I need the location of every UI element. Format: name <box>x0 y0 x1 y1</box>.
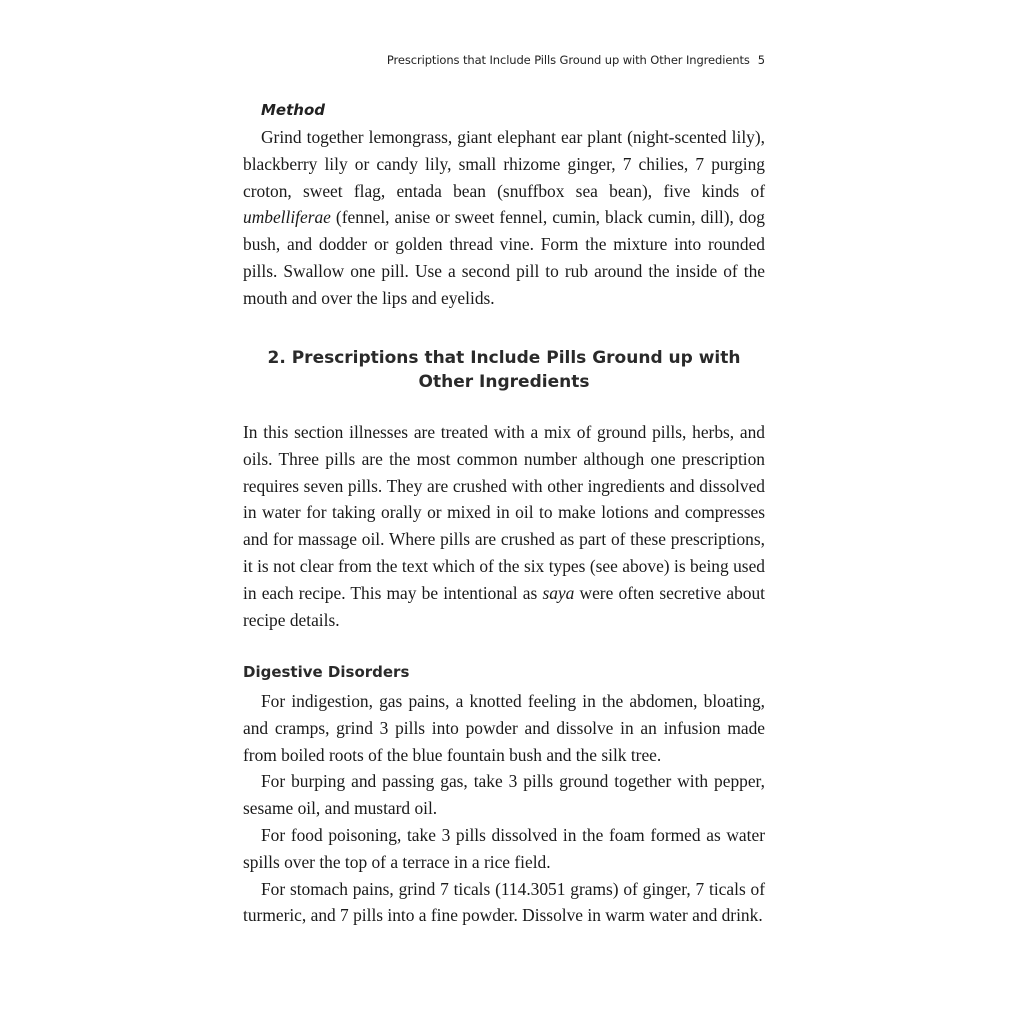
section-intro-paragraph <box>243 419 765 633</box>
digestive-paragraph: For burping and passing gas, take 3 pills ground together with pepper, sesame oil, and mustard oil. <box>243 771 765 819</box>
intro-text-end: were often secretive about recipe details. <box>243 582 766 630</box>
method-label: Method <box>261 101 325 119</box>
intro-italic-term: saya <box>542 582 575 603</box>
intro-text-start: In this section illnesses are treated with a mix of ground pills, herbs, and oils. Three pills are the most common number although one prescription requires seven pills. They are crushed with other ingredients and dissolved in water for taking orally or mixed in oil to make lotions and compresses and for massage oil. Where pills are crushed as part of these prescriptions, it is not clear from the text which of the six types (see above) is being used in each recipe. This may be intentional as <box>243 422 765 603</box>
digestive-paragraph: For food poisoning, take 3 pills dissolved in the foam formed as water spills over the top of a terrace in a rice field. <box>243 824 765 872</box>
running-title: Prescriptions that Include Pills Ground up with Other Ingredients <box>386 53 750 67</box>
method-text-start: Grind together lemongrass, giant elephant ear plant (night-scented lily), blackberry lily or candy lily, small rhizome ginger, 7 chilies, 7 purging croton, sweet flag, entada bean (snuffbox sea bean), five kinds of <box>243 127 765 201</box>
method-italic-term: umbelliferae <box>243 207 331 228</box>
running-header <box>387 53 765 67</box>
method-text-end: (fennel, anise or sweet fennel, cumin, black cumin, dill), dog bush, and dodder or golden thread vine. Form the mixture into rounded pills. Swallow one pill. Use a second pill to rub around the inside of the mouth and over the lips and eyelids. <box>243 207 765 308</box>
page-number: 5 <box>757 53 765 67</box>
method-paragraph <box>243 124 765 312</box>
section-title: 2. Prescriptions that Include Pills Ground up with Other Ingredients <box>267 348 741 392</box>
digestive-paragraph: For stomach pains, grind 7 ticals (114.3051 grams) of ginger, 7 ticals of turmeric, and 7 pills into a fine powder. Dissolve in warm water and drink. <box>243 878 765 926</box>
digestive-heading: Digestive Disorders <box>243 663 410 681</box>
digestive-section <box>243 688 765 929</box>
digestive-paragraph: For indigestion, gas pains, a knotted feeling in the abdomen, bloating, and cramps, grind 3 pills into powder and dissolve in an infusion made from boiled roots of the blue fountain bush and the silk tree. <box>243 691 765 765</box>
